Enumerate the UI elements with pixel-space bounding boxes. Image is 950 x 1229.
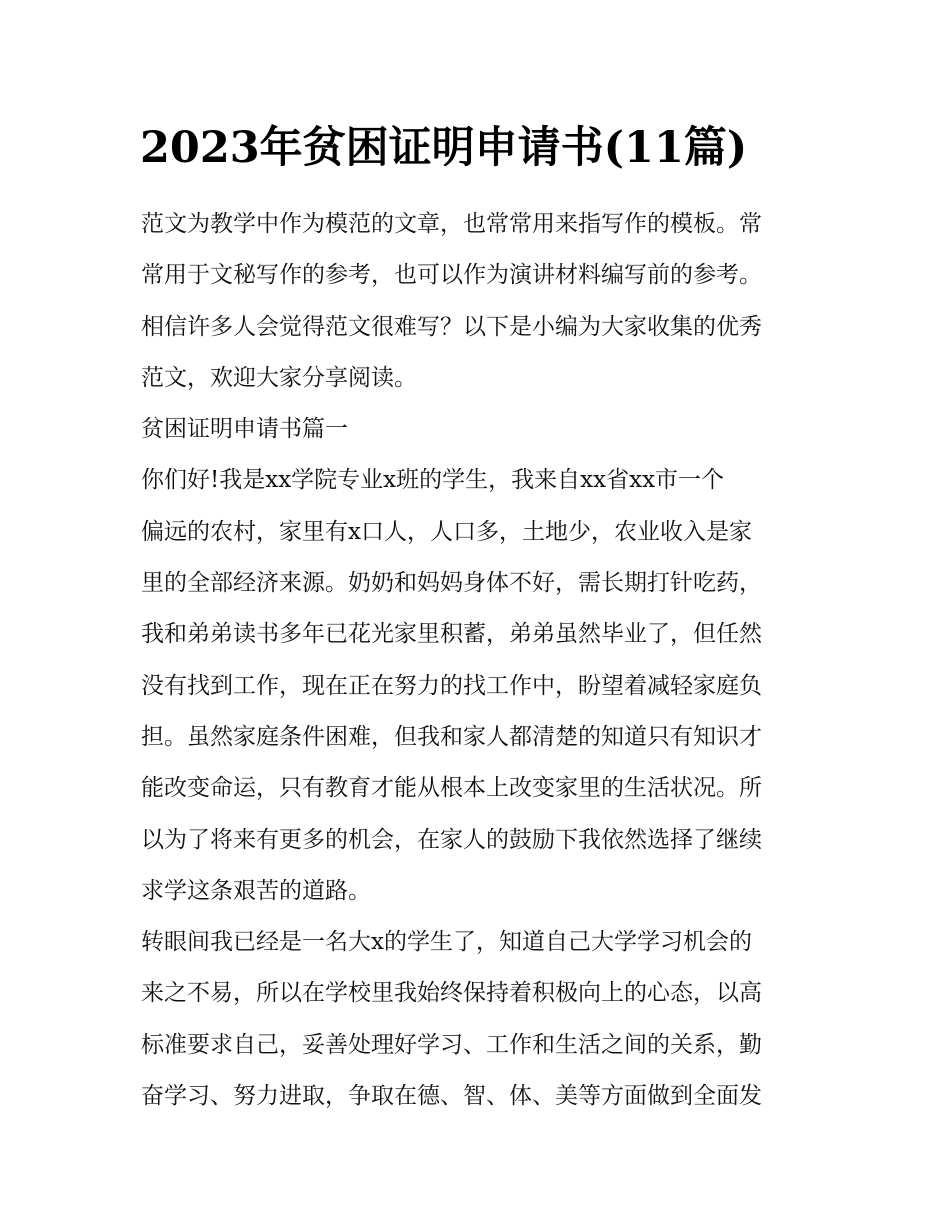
- text-line: 你们好!我是xx学院专业x班的学生，我来自xx省xx市一个: [141, 467, 725, 494]
- text-line: 来之不易，所以在学校里我始终保持着积极向上的心态，以高: [141, 980, 762, 1007]
- text-line: 范文为教学中作为模范的文章，也常常用来指写作的模板。常: [141, 211, 762, 237]
- text-line: 相信许多人会觉得范文很难写？以下是小编为大家收集的优秀: [141, 313, 762, 340]
- text-line: 担。虽然家庭条件困难，但我和家人都清楚的知道只有知识才: [141, 723, 762, 750]
- text-line: 偏远的农村，家里有x口人，人口多，土地少，农业收入是家: [141, 518, 752, 545]
- document-body: [141, 199, 821, 1122]
- section-heading: 贫困证明申请书篇一: [141, 416, 348, 443]
- text-line: 转眼间我已经是一名大x的学生了，知道自己大学学习机会的: [141, 929, 752, 956]
- text-line: 标准要求自己，妥善处理好学习、工作和生活之间的关系，勤: [141, 1031, 762, 1058]
- text-line: 里的全部经济来源。奶奶和妈妈身体不好，需长期打针吃药，: [141, 570, 762, 597]
- text-line: 范文，欢迎大家分享阅读。: [141, 364, 417, 391]
- text-line: 求学这条艰苦的道路。: [141, 877, 371, 904]
- document-title: 2023年贫困证明申请书(11篇): [140, 123, 748, 173]
- text-line: 能改变命运，只有教育才能从根本上改变家里的生活状况。所: [141, 775, 762, 802]
- text-line: 没有找到工作，现在正在努力的找工作中，盼望着减轻家庭负: [141, 672, 762, 699]
- text-line: 以为了将来有更多的机会，在家人的鼓励下我依然选择了继续: [141, 826, 762, 853]
- text-line: 我和弟弟读书多年已花光家里积蓄，弟弟虽然毕业了，但任然: [141, 621, 762, 648]
- text-line: 常用于文秘写作的参考，也可以作为演讲材料编写前的参考。: [141, 262, 762, 289]
- text-line: 奋学习、努力进取，争取在德、智、体、美等方面做到全面发: [141, 1083, 762, 1110]
